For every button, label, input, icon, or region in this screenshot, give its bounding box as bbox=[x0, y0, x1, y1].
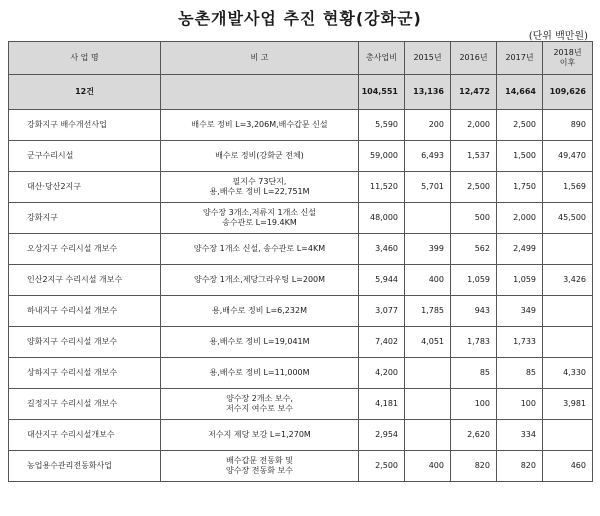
table-row bbox=[9, 358, 593, 389]
total-cell: 7,402 bbox=[359, 327, 405, 358]
summary-note bbox=[161, 75, 359, 110]
note-cell: 필지수 73단지, 용,배수로 정비 L=22,751M bbox=[161, 172, 359, 203]
y2016-cell: 2,620 bbox=[451, 420, 497, 451]
total-cell: 3,460 bbox=[359, 234, 405, 265]
y2016-cell: 1,783 bbox=[451, 327, 497, 358]
table-row bbox=[9, 110, 593, 141]
table-row bbox=[9, 420, 593, 451]
y2018-cell: 3,426 bbox=[543, 265, 593, 296]
y2017-cell: 1,750 bbox=[497, 172, 543, 203]
project-cell: 오상지구 수리시설 개보수 bbox=[9, 234, 161, 265]
y2015-cell: 5,701 bbox=[405, 172, 451, 203]
table-row bbox=[9, 265, 593, 296]
y2016-cell: 500 bbox=[451, 203, 497, 234]
total-cell: 5,590 bbox=[359, 110, 405, 141]
project-cell: 군구수리시설 bbox=[9, 141, 161, 172]
total-cell: 5,944 bbox=[359, 265, 405, 296]
y2017-cell: 2,000 bbox=[497, 203, 543, 234]
y2016-cell: 943 bbox=[451, 296, 497, 327]
project-cell: 양화지구 수리시설 개보수 bbox=[9, 327, 161, 358]
y2016-cell: 562 bbox=[451, 234, 497, 265]
note-cell: 배수로 정비 L=3,206M,배수갑문 신설 bbox=[161, 110, 359, 141]
y2016-cell: 1,537 bbox=[451, 141, 497, 172]
y2018-cell bbox=[543, 234, 593, 265]
y2015-cell: 400 bbox=[405, 265, 451, 296]
y2017-cell: 820 bbox=[497, 451, 543, 482]
total-cell: 59,000 bbox=[359, 141, 405, 172]
note-cell: 용,배수로 정비 L=19,041M bbox=[161, 327, 359, 358]
header-2016: 2016년 bbox=[451, 42, 497, 75]
y2015-cell: 400 bbox=[405, 451, 451, 482]
note-cell: 용,배수로 정비 L=11,000M bbox=[161, 358, 359, 389]
note-cell: 용,배수로 정비 L=6,232M bbox=[161, 296, 359, 327]
y2016-cell: 1,059 bbox=[451, 265, 497, 296]
table-row bbox=[9, 389, 593, 420]
y2016-cell: 820 bbox=[451, 451, 497, 482]
y2015-cell bbox=[405, 203, 451, 234]
total-cell: 2,500 bbox=[359, 451, 405, 482]
header-2015: 2015년 bbox=[405, 42, 451, 75]
y2016-cell: 100 bbox=[451, 389, 497, 420]
y2016-cell: 2,000 bbox=[451, 110, 497, 141]
y2017-cell: 1,059 bbox=[497, 265, 543, 296]
y2015-cell: 4,051 bbox=[405, 327, 451, 358]
y2018-cell: 45,500 bbox=[543, 203, 593, 234]
total-cell: 11,520 bbox=[359, 172, 405, 203]
table-row bbox=[9, 451, 593, 482]
total-cell: 48,000 bbox=[359, 203, 405, 234]
y2018-cell: 460 bbox=[543, 451, 593, 482]
y2017-cell: 2,500 bbox=[497, 110, 543, 141]
y2018-cell bbox=[543, 327, 593, 358]
note-cell: 양수장 1개소 신설, 송수관로 L=4KM bbox=[161, 234, 359, 265]
header-row bbox=[9, 42, 593, 75]
header-2018: 2018년 이후 bbox=[543, 42, 593, 75]
note-cell: 배수로 정비(강화군 전체) bbox=[161, 141, 359, 172]
summary-2015: 13,136 bbox=[405, 75, 451, 110]
project-cell: 대산지구 수리시설개보수 bbox=[9, 420, 161, 451]
table-row bbox=[9, 234, 593, 265]
note-cell: 저수지 제당 보강 L=1,270M bbox=[161, 420, 359, 451]
project-table bbox=[8, 41, 593, 482]
y2015-cell bbox=[405, 389, 451, 420]
y2018-cell: 4,330 bbox=[543, 358, 593, 389]
total-cell: 2,954 bbox=[359, 420, 405, 451]
table-row bbox=[9, 327, 593, 358]
page-title: 농촌개발사업 추진 현황(강화군) bbox=[178, 9, 422, 28]
note-cell: 양수장 2개소 보수, 저수지 여수로 보수 bbox=[161, 389, 359, 420]
table-row bbox=[9, 203, 593, 234]
project-cell: 상하지구 수리시설 개보수 bbox=[9, 358, 161, 389]
y2017-cell: 334 bbox=[497, 420, 543, 451]
y2017-cell: 2,499 bbox=[497, 234, 543, 265]
project-cell: 강화지구 bbox=[9, 203, 161, 234]
project-cell: 대산·당산2지구 bbox=[9, 172, 161, 203]
total-cell: 4,181 bbox=[359, 389, 405, 420]
y2017-cell: 1,500 bbox=[497, 141, 543, 172]
y2018-cell: 890 bbox=[543, 110, 593, 141]
project-cell: 강화지구 배수개선사업 bbox=[9, 110, 161, 141]
project-cell: 인산2지구 수리시설 개보수 bbox=[9, 265, 161, 296]
summary-2016: 12,472 bbox=[451, 75, 497, 110]
summary-2018: 109,626 bbox=[543, 75, 593, 110]
table-row bbox=[9, 141, 593, 172]
summary-row bbox=[9, 75, 593, 110]
y2018-cell: 49,470 bbox=[543, 141, 593, 172]
summary-project: 12건 bbox=[9, 75, 161, 110]
y2015-cell bbox=[405, 420, 451, 451]
unit-label: (단위 백만원) bbox=[528, 31, 588, 42]
project-cell: 농업용수관리전동화사업 bbox=[9, 451, 161, 482]
y2018-cell: 1,569 bbox=[543, 172, 593, 203]
y2015-cell bbox=[405, 358, 451, 389]
y2015-cell: 1,785 bbox=[405, 296, 451, 327]
header-total: 총사업비 bbox=[359, 42, 405, 75]
summary-2017: 14,664 bbox=[497, 75, 543, 110]
header-2017: 2017년 bbox=[497, 42, 543, 75]
y2018-cell bbox=[543, 296, 593, 327]
y2015-cell: 6,493 bbox=[405, 141, 451, 172]
y2017-cell: 85 bbox=[497, 358, 543, 389]
table-row bbox=[9, 172, 593, 203]
header-project: 사 업 명 bbox=[9, 42, 161, 75]
y2015-cell: 399 bbox=[405, 234, 451, 265]
total-cell: 4,200 bbox=[359, 358, 405, 389]
note-cell: 배수갑문 전동화 및 양수장 전동화 보수 bbox=[161, 451, 359, 482]
y2016-cell: 85 bbox=[451, 358, 497, 389]
y2016-cell: 2,500 bbox=[451, 172, 497, 203]
y2017-cell: 100 bbox=[497, 389, 543, 420]
y2018-cell: 3,981 bbox=[543, 389, 593, 420]
header-note: 비 고 bbox=[161, 42, 359, 75]
y2018-cell bbox=[543, 420, 593, 451]
note-cell: 양수장 1개소,제당그라우팅 L=200M bbox=[161, 265, 359, 296]
table-row bbox=[9, 296, 593, 327]
project-cell: 길정지구 수리시설 개보수 bbox=[9, 389, 161, 420]
project-cell: 하내지구 수리시설 개보수 bbox=[9, 296, 161, 327]
y2017-cell: 349 bbox=[497, 296, 543, 327]
summary-total: 104,551 bbox=[359, 75, 405, 110]
y2015-cell: 200 bbox=[405, 110, 451, 141]
note-cell: 양수장 3개소,저류지 1개소 신설 송수관로 L=19.4KM bbox=[161, 203, 359, 234]
total-cell: 3,077 bbox=[359, 296, 405, 327]
y2017-cell: 1,733 bbox=[497, 327, 543, 358]
